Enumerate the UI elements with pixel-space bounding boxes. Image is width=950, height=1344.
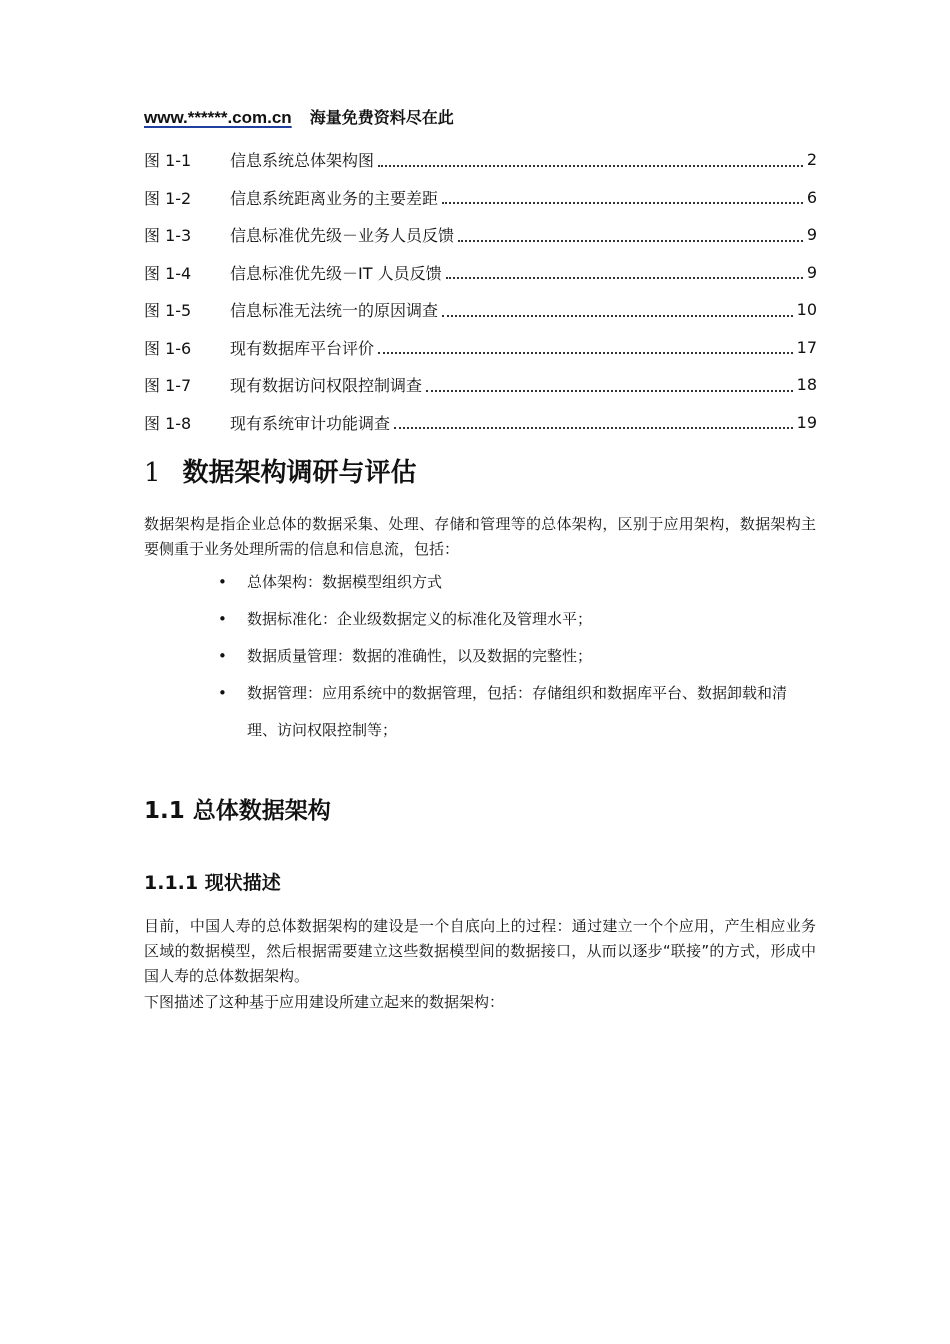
figure-page-number: 10: [796, 300, 817, 320]
figure-label: 图 1-2: [144, 188, 192, 208]
figure-list-entry[interactable]: [144, 404, 817, 442]
section-1-bullet-list: [216, 564, 808, 749]
dot-leader: [426, 390, 793, 392]
figure-page-number: 2: [806, 150, 817, 170]
figure-title: 现有数据库平台评价: [230, 338, 375, 358]
list-item-text: 数据质量管理：数据的准确性，以及数据的完整性；: [247, 647, 593, 665]
list-item: [216, 564, 808, 601]
header-url-link[interactable]: www.******.com.cn: [144, 108, 292, 127]
figure-page-number: 19: [796, 412, 817, 432]
figure-list-entry[interactable]: [144, 254, 817, 292]
dot-leader: [442, 202, 803, 204]
list-item-text: 数据管理：应用系统中的数据管理，包括：存储组织和数据库平台、数据卸载和清理、访问权限控制等；: [247, 684, 788, 739]
section-1-1-1-figure-intro: 下图描述了这种基于应用建设所建立起来的数据架构：: [144, 993, 505, 1011]
section-1-1-1-heading: 1.1.1 现状描述: [144, 872, 281, 894]
bullet-icon: •: [218, 647, 227, 665]
bullet-icon: •: [218, 610, 227, 628]
dot-leader: [378, 352, 793, 354]
header-slogan: 海量免费资料尽在此: [309, 108, 454, 127]
figure-label: 图 1-5: [144, 301, 192, 321]
section-1-heading: [144, 452, 417, 489]
figure-label: 图 1-4: [144, 263, 192, 283]
bullet-icon: •: [218, 684, 227, 702]
figure-list-entry[interactable]: [144, 329, 817, 367]
figure-label: 图 1-8: [144, 413, 192, 433]
figure-page-number: 6: [806, 187, 817, 207]
figure-title: 现有系统审计功能调查: [230, 413, 391, 433]
figure-title: 信息系统距离业务的主要差距: [230, 188, 439, 208]
figure-page-number: 18: [796, 375, 817, 395]
dot-leader: [446, 277, 803, 279]
bullet-icon: •: [218, 573, 227, 591]
list-item: [216, 601, 808, 638]
figure-page-number: 9: [806, 262, 817, 282]
figure-label: 图 1-6: [144, 338, 192, 358]
figure-page-number: 9: [806, 225, 817, 245]
figure-title: 信息系统总体架构图: [230, 151, 375, 171]
section-1-title: 数据架构调研与评估: [182, 458, 417, 488]
figure-label: 图 1-3: [144, 226, 192, 246]
section-1-1-heading: 1.1 总体数据架构: [144, 798, 331, 824]
figure-page-number: 17: [796, 337, 817, 357]
figure-list-entry[interactable]: [144, 366, 817, 404]
section-1-number: 1: [144, 458, 161, 488]
figure-title: 现有数据访问权限控制调查: [230, 376, 423, 396]
figure-title: 信息标准无法统一的原因调查: [230, 301, 439, 321]
section-1-intro: 数据架构是指企业总体的数据采集、处理、存储和管理等的总体架构，区别于应用架构，数据架构主要侧重于业务处理所需的信息和信息流，包括：: [144, 515, 816, 558]
dot-leader: [458, 240, 803, 242]
figure-list-entry[interactable]: [144, 216, 817, 254]
figure-list-entry[interactable]: [144, 179, 817, 217]
dot-leader: [378, 165, 803, 167]
figure-list-entry[interactable]: [144, 291, 817, 329]
list-item: [216, 638, 808, 675]
page-header: [144, 104, 454, 128]
figure-label: 图 1-7: [144, 376, 192, 396]
dot-leader: [442, 315, 793, 317]
figure-list: [144, 141, 817, 441]
list-item: [216, 675, 808, 749]
list-item-text: 数据标准化：企业级数据定义的标准化及管理水平；: [247, 610, 593, 628]
dot-leader: [394, 427, 793, 429]
list-item-text: 总体架构：数据模型组织方式: [247, 573, 443, 591]
figure-title: 信息标准优先级－业务人员反馈: [230, 226, 455, 246]
figure-title: 信息标准优先级－IT 人员反馈: [230, 263, 442, 283]
figure-label: 图 1-1: [144, 151, 192, 171]
figure-list-entry[interactable]: [144, 141, 817, 179]
section-1-1-1-paragraph: 目前，中国人寿的总体数据架构的建设是一个自底向上的过程：通过建立一个个应用，产生相应业务区域的数据模型，然后根据需要建立这些数据模型间的数据接口，从而以逐步“联接”的方式，形成中国人寿的总体数据架构。: [144, 917, 816, 985]
